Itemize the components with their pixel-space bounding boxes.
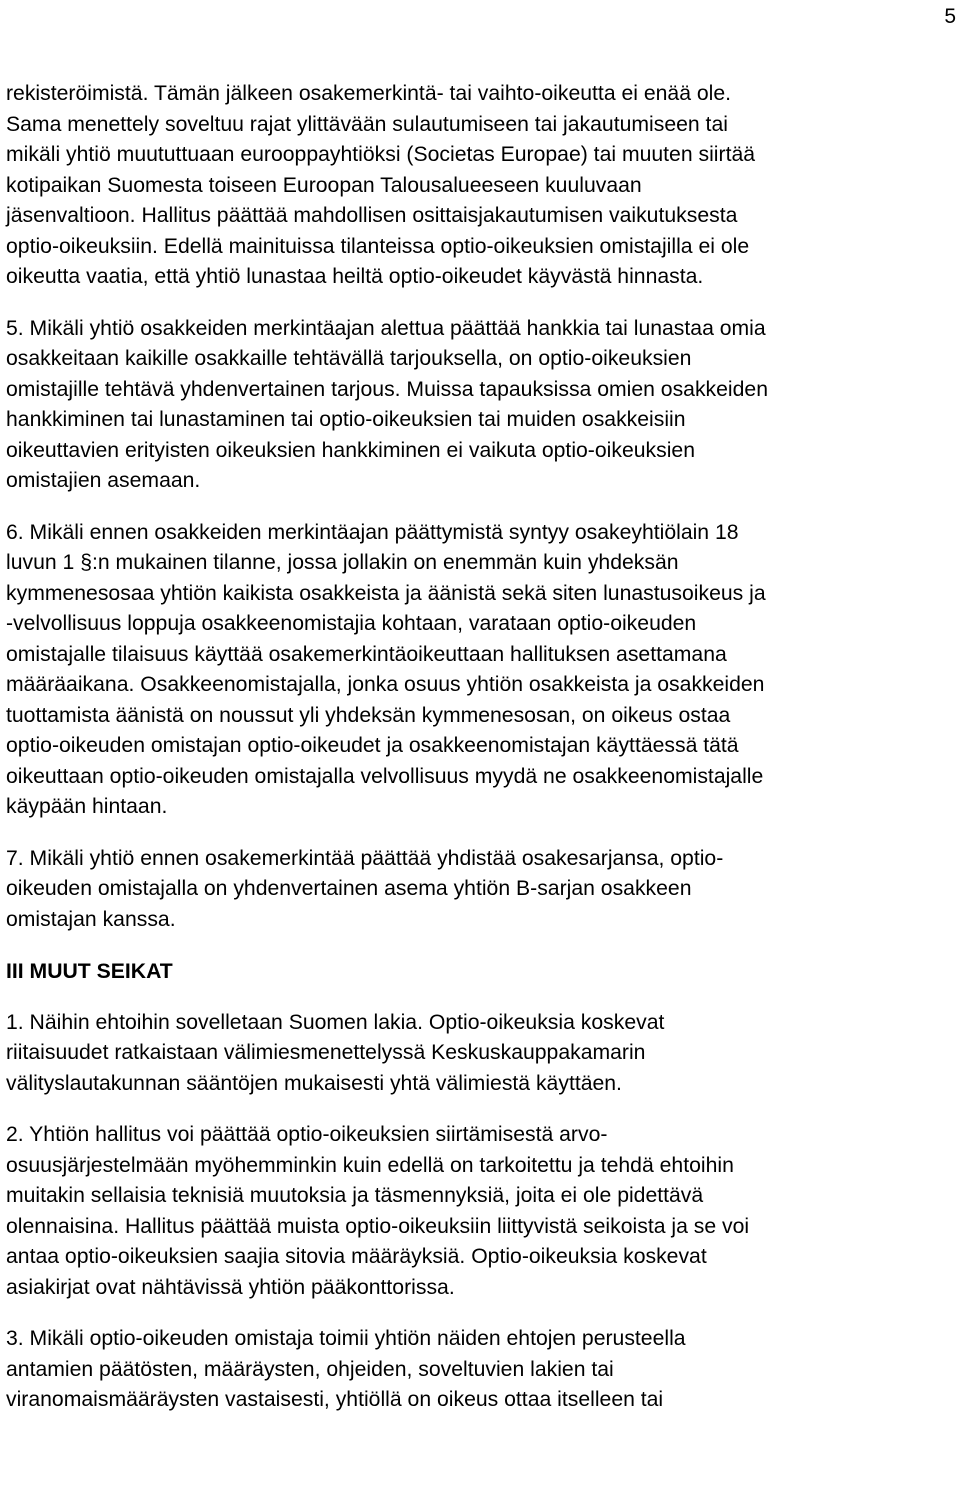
section-heading: III MUUT SEIKAT [6, 960, 173, 983]
paragraph-item-6: 6. Mikäli ennen osakkeiden merkintäajan päättymistä syntyy osakeyhtiölain 18 luvun 1 §:n mukainen tilanne, jossa jollakin on enemmän kuin yhdeksän kymmenesosaa yhtiön kaikista osakkeista ja äänistä sekä siten lunastusoikeus ja -velvollisuus loppuja osakkeenomistajia kohtaan, varataan optio-oikeuden omistajalle tilaisuus käyttää osakemerkintäoikeuttaan hallituksen asettamana määräaikana. Osakkeenomistajalla, jonka osuus yhtiön osakkeista ja osakkeiden tuottamista äänistä on noussut yli yhdeksän kymmenesosan, on oikeus ostaa optio-oikeuden omistajan optio-oikeudet ja osakkeenomistajan käyttäessä tätä oikeuttaan optio-oikeuden omistajalla velvollisuus myydä ne osakkeenomistajalle käypään hintaan. [6, 520, 766, 818]
paragraph-section3-item-3: 3. Mikäli optio-oikeuden omistaja toimii yhtiön näiden ehtojen perusteella antamien päätösten, määräysten, ohjeiden, soveltuvien lakien tai viranomaismääräysten vastaisesti, yhtiöllä on oikeus ottaa itselleen tai [6, 1327, 686, 1411]
paragraph-section3-item-2: 2. Yhtiön hallitus voi päättää optio-oikeuksien siirtämisestä arvo- osuusjärjestelmään myöhemminkin kuin edellä on tarkoitettu ja tehdä ehtoihin muitakin sellaisia teknisiä muutoksia ja täsmennyksiä, joita ei ole pidettävä olennaisina. Hallitus päättää muista optio-oikeuksiin liittyvistä seikoista ja se voi antaa optio-oikeuksien saajia sitovia määräyksiä. Optio-oikeuksia koskevat asiakirjat ovat nähtävissä yhtiön pääkonttorissa. [6, 1123, 750, 1299]
paragraph-section3-item-1: 1. Näihin ehtoihin sovelletaan Suomen lakia. Optio-oikeuksia koskevat riitaisuudet ratkaistaan välimiesmenettelyssä Keskuskauppakamarin välityslautakunnan sääntöjen mukaisesti yhtä välimiestä käyttäen. [6, 1010, 665, 1095]
paragraph-continuation: rekisteröimistä. Tämän jälkeen osakemerkintä- tai vaihto-oikeutta ei enää ole. Sama menettely soveltuu rajat ylittävään sulautumiseen tai jakautumiseen tai mikäli yhtiö muututtuaan eurooppayhtiöksi (Societas Europae) tai muuten siirtää kotipaikan Suomesta toiseen Euroopan Talousalueeseen kuuluvaan jäsenvaltioon. Hallitus päättää mahdollisen osittaisjakautumisen vaikutuksesta optio-oikeuksiin. Edellä mainituissa tilanteissa optio-oikeuksien omistajilla ei ole oikeutta vaatia, että yhtiö lunastaa heiltä optio-oikeudet käyvästä hinnasta. [6, 82, 756, 288]
page-number: 5 [944, 5, 956, 28]
document-body [6, 79, 958, 1416]
paragraph-item-7: 7. Mikäli yhtiö ennen osakemerkintää päättää yhdistää osakesarjansa, optio- oikeuden omistajalla on yhdenvertainen asema yhtiön B-sarjan osakkeen omistajan kanssa. [6, 846, 724, 931]
paragraph-item-5: 5. Mikäli yhtiö osakkeiden merkintäajan alettua päättää hankkia tai lunastaa omia osakkeitaan kaikille osakkaille tehtävällä tarjouksella, on optio-oikeuksien omistajille tehtävä yhdenvertainen tarjous. Muissa tapauksissa omien osakkeiden hankkiminen tai lunastaminen tai optio-oikeuksien tai muiden osakkeisiin oikeuttavien erityisten oikeuksien hankkiminen ei vaikuta optio-oikeuksien omistajien asemaan. [6, 316, 768, 492]
